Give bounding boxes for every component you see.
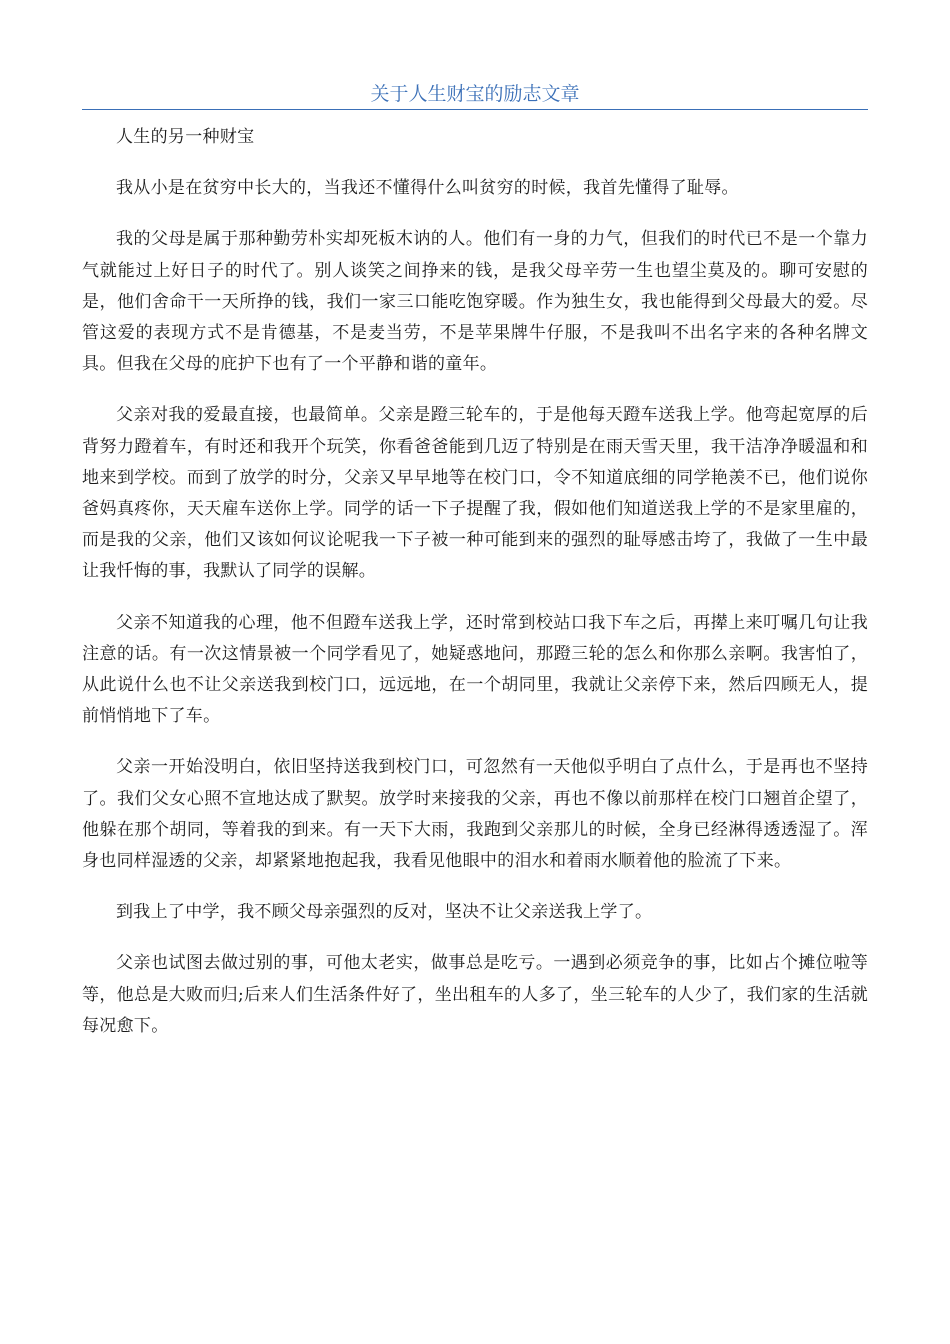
- page-header-title: 关于人生财宝的励志文章: [370, 83, 580, 105]
- article-body: [82, 122, 868, 1062]
- paragraph: 父亲不知道我的心理，他不但蹬车送我上学，还时常到校站口我下车之后，再撵上来叮嘱几句让我注意的话。有一次这情景被一个同学看见了，她疑惑地问，那蹬三轮的怎么和你那么亲啊。我害怕了，从此说什么也不让父亲送我到校门口，远远地，在一个胡同里，我就让父亲停下来，然后四顾无人，提前悄悄地下了车。: [82, 612, 868, 727]
- paragraph: 父亲一开始没明白，依旧坚持送我到校门口，可忽然有一天他似乎明白了点什么，于是再也不坚持了。我们父女心照不宣地达成了默契。放学时来接我的父亲，再也不像以前那样在校门口翘首企望了，他躲在那个胡同，等着我的到来。有一天下大雨，我跑到父亲那儿的时候，全身已经淋得透透湿了。浑身也同样湿透的父亲，却紧紧地抱起我，我看见他眼中的泪水和着雨水顺着他的脸流了下来。: [82, 757, 868, 872]
- paragraph: 父亲对我的爱最直接，也最简单。父亲是蹬三轮车的，于是他每天蹬车送我上学。他弯起宽厚的后背努力蹬着车，有时还和我开个玩笑，你看爸爸能到几迈了特别是在雨天雪天里，我干洁净净暖温和和地来到学校。而到了放学的时分，父亲又早早地等在校门口，令不知道底细的同学艳羡不已，他们说你爸妈真疼你，天天雇车送你上学。同学的话一下子提醒了我，假如他们知道送我上学的不是家里雇的，而是我的父亲，他们又该如何议论呢我一下子被一种可能到来的强烈的耻辱感击垮了，我做了一生中最让我忏悔的事，我默认了同学的误解。: [82, 405, 868, 582]
- paragraph: 父亲也试图去做过别的事，可他太老实，做事总是吃亏。一遇到必须竞争的事，比如占个摊位啦等等，他总是大败而归;后来人们生活条件好了，坐出租车的人多了，坐三轮车的人少了，我们家的生活就每况愈下。: [82, 953, 868, 1036]
- article-subtitle: 人生的另一种财宝: [116, 127, 255, 147]
- paragraph: 到我上了中学，我不顾父母亲强烈的反对，坚决不让父亲送我上学了。: [116, 902, 653, 923]
- paragraph: 我的父母是属于那种勤劳朴实却死板木讷的人。他们有一身的力气，但我们的时代已不是一个靠力气就能过上好日子的时代了。别人谈笑之间挣来的钱，是我父母辛劳一生也望尘莫及的。聊可安慰的是，他们舍命干一天所挣的钱，我们一家三口能吃饱穿暖。作为独生女，我也能得到父母最大的爱。尽管这爱的表现方式不是肯德基，不是麦当劳，不是苹果牌牛仔服，不是我叫不出名字来的各种名牌文具。但我在父母的庇护下也有了一个平静和谐的童年。: [82, 229, 868, 375]
- paragraph: 我从小是在贫穷中长大的，当我还不懂得什么叫贫穷的时候，我首先懂得了耻辱。: [116, 178, 739, 199]
- header-divider: [82, 109, 868, 110]
